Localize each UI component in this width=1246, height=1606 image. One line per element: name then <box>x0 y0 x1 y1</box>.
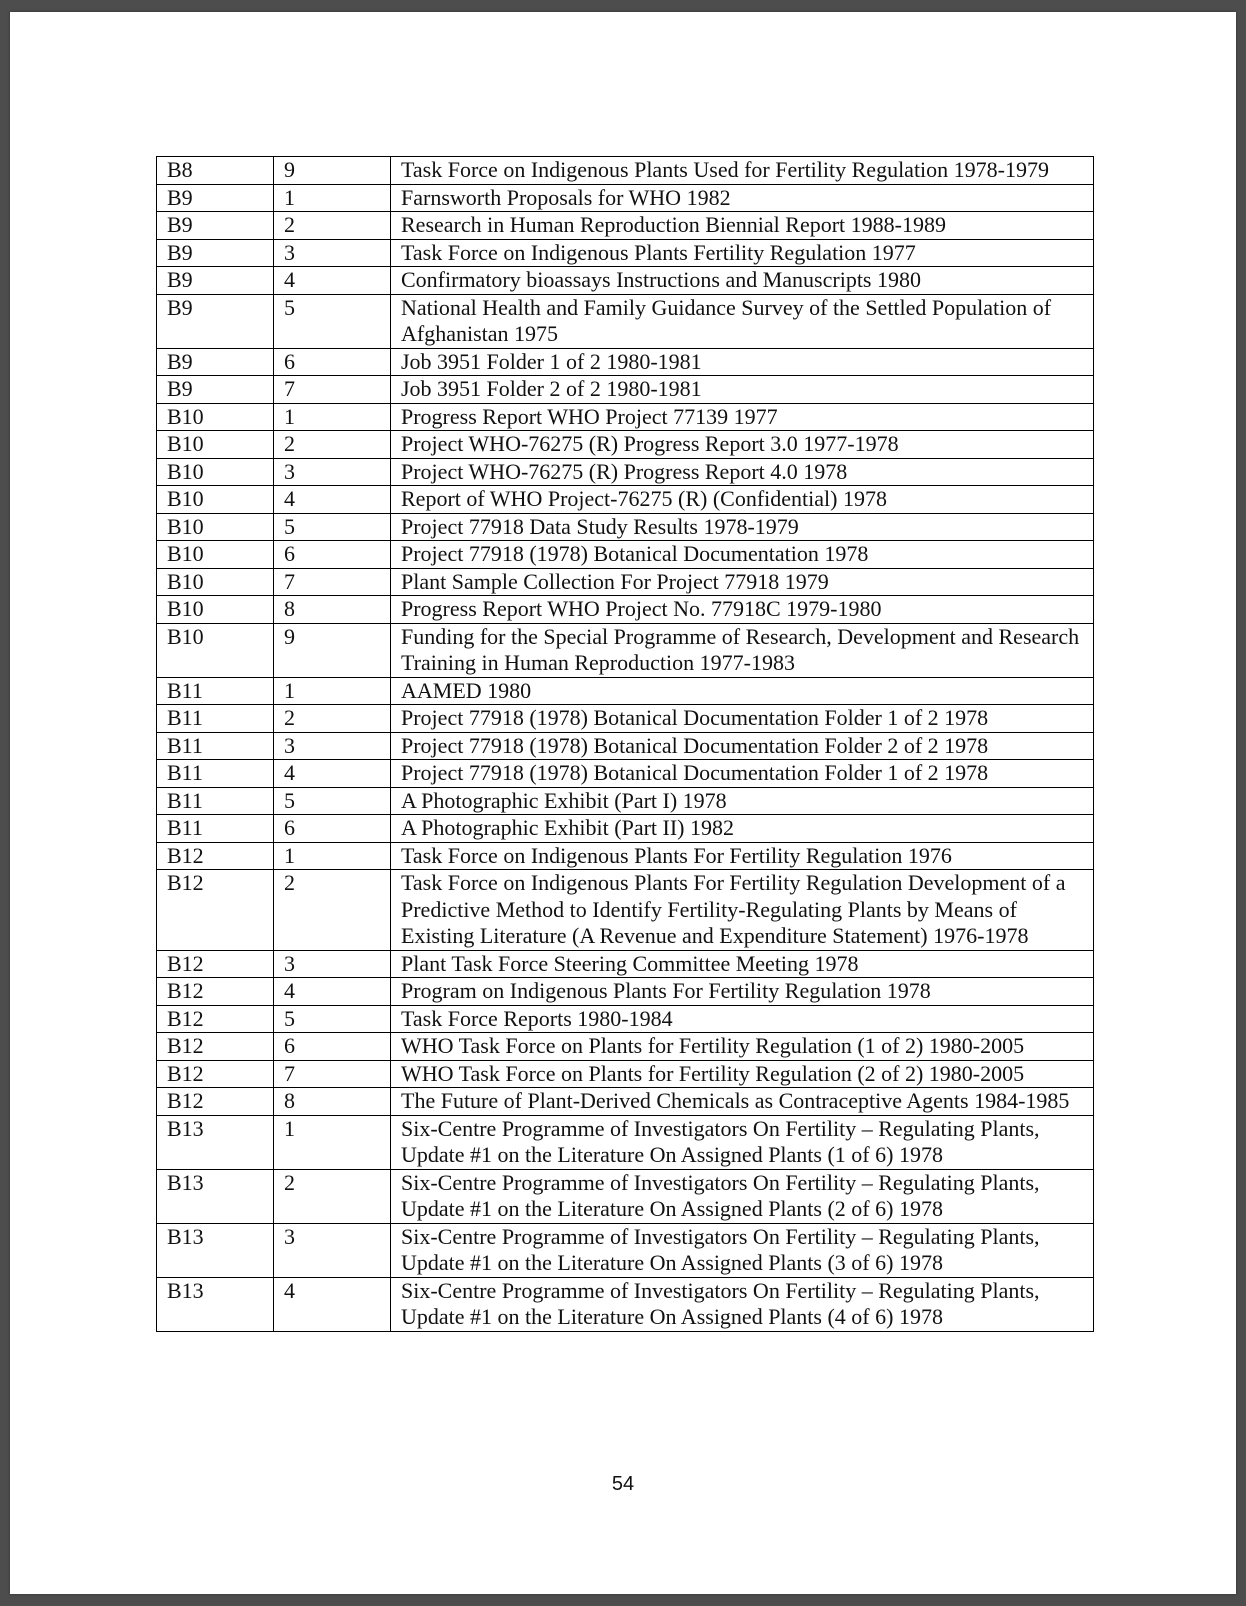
table-row <box>157 623 1094 677</box>
box-cell: B11 <box>157 760 274 788</box>
box-cell: B12 <box>157 978 274 1006</box>
box-cell: B12 <box>157 842 274 870</box>
box-cell: B9 <box>157 212 274 240</box>
folder-cell: 9 <box>274 157 391 185</box>
folder-cell: 1 <box>274 184 391 212</box>
box-cell: B12 <box>157 1088 274 1116</box>
box-cell: B12 <box>157 870 274 951</box>
table-row <box>157 1115 1094 1169</box>
folder-cell: 7 <box>274 1060 391 1088</box>
title-cell: Project 77918 (1978) Botanical Documentation Folder 1 of 2 1978 <box>391 760 1094 788</box>
folder-cell: 4 <box>274 760 391 788</box>
folder-cell: 3 <box>274 1223 391 1277</box>
box-cell: B8 <box>157 157 274 185</box>
title-cell: A Photographic Exhibit (Part II) 1982 <box>391 815 1094 843</box>
title-cell: Job 3951 Folder 2 of 2 1980-1981 <box>391 376 1094 404</box>
folder-cell: 5 <box>274 513 391 541</box>
table-row <box>157 348 1094 376</box>
title-cell: Project 77918 (1978) Botanical Documentation 1978 <box>391 541 1094 569</box>
title-cell: Plant Task Force Steering Committee Meeting 1978 <box>391 950 1094 978</box>
box-cell: B10 <box>157 596 274 624</box>
box-cell: B9 <box>157 348 274 376</box>
box-cell: B12 <box>157 1033 274 1061</box>
box-cell: B10 <box>157 568 274 596</box>
box-cell: B12 <box>157 1005 274 1033</box>
box-cell: B11 <box>157 815 274 843</box>
document-page <box>10 12 1236 1594</box>
title-cell: National Health and Family Guidance Survey of the Settled Population of Afghanistan 1975 <box>391 294 1094 348</box>
box-cell: B13 <box>157 1169 274 1223</box>
title-cell: Task Force on Indigenous Plants For Fertility Regulation Development of a Predictive Method to Identify Fertility-Regulating Plants by Means of Existing Literature (A Revenue and Expenditure Statement) 1976-1978 <box>391 870 1094 951</box>
title-cell: The Future of Plant-Derived Chemicals as Contraceptive Agents 1984-1985 <box>391 1088 1094 1116</box>
table-row <box>157 760 1094 788</box>
table-row <box>157 815 1094 843</box>
folder-cell: 6 <box>274 1033 391 1061</box>
table-row <box>157 1088 1094 1116</box>
folder-cell: 3 <box>274 950 391 978</box>
title-cell: Progress Report WHO Project 77139 1977 <box>391 403 1094 431</box>
table-row <box>157 376 1094 404</box>
box-cell: B13 <box>157 1277 274 1331</box>
box-cell: B10 <box>157 431 274 459</box>
table-row <box>157 267 1094 295</box>
table-row <box>157 486 1094 514</box>
title-cell: Task Force on Indigenous Plants Fertility Regulation 1977 <box>391 239 1094 267</box>
page-number: 54 <box>611 1473 635 1495</box>
folder-cell: 9 <box>274 623 391 677</box>
box-cell: B10 <box>157 458 274 486</box>
table-row <box>157 978 1094 1006</box>
folder-cell: 4 <box>274 486 391 514</box>
box-cell: B9 <box>157 294 274 348</box>
box-cell: B9 <box>157 184 274 212</box>
box-cell: B9 <box>157 267 274 295</box>
inventory-table <box>156 156 1094 1332</box>
table-row <box>157 184 1094 212</box>
title-cell: WHO Task Force on Plants for Fertility Regulation (2 of 2) 1980-2005 <box>391 1060 1094 1088</box>
folder-cell: 1 <box>274 677 391 705</box>
title-cell: Six-Centre Programme of Investigators On Fertility – Regulating Plants, Update #1 on the Literature On Assigned Plants (3 of 6) 1978 <box>391 1223 1094 1277</box>
box-cell: B11 <box>157 787 274 815</box>
table-row <box>157 1060 1094 1088</box>
title-cell: Task Force Reports 1980-1984 <box>391 1005 1094 1033</box>
box-cell: B10 <box>157 403 274 431</box>
folder-cell: 5 <box>274 294 391 348</box>
folder-cell: 4 <box>274 267 391 295</box>
table-row <box>157 431 1094 459</box>
folder-cell: 6 <box>274 348 391 376</box>
title-cell: A Photographic Exhibit (Part I) 1978 <box>391 787 1094 815</box>
table-row <box>157 157 1094 185</box>
box-cell: B10 <box>157 513 274 541</box>
folder-cell: 4 <box>274 978 391 1006</box>
table-row <box>157 1033 1094 1061</box>
table-row <box>157 239 1094 267</box>
table-row <box>157 677 1094 705</box>
folder-cell: 3 <box>274 239 391 267</box>
table-row <box>157 541 1094 569</box>
folder-cell: 7 <box>274 568 391 596</box>
folder-cell: 1 <box>274 842 391 870</box>
box-cell: B11 <box>157 705 274 733</box>
title-cell: AAMED 1980 <box>391 677 1094 705</box>
table-row <box>157 513 1094 541</box>
table-row <box>157 568 1094 596</box>
title-cell: Project 77918 Data Study Results 1978-1979 <box>391 513 1094 541</box>
title-cell: Project 77918 (1978) Botanical Documentation Folder 1 of 2 1978 <box>391 705 1094 733</box>
box-cell: B13 <box>157 1115 274 1169</box>
title-cell: Six-Centre Programme of Investigators On Fertility – Regulating Plants, Update #1 on the Literature On Assigned Plants (2 of 6) 1978 <box>391 1169 1094 1223</box>
table-row <box>157 842 1094 870</box>
box-cell: B11 <box>157 677 274 705</box>
box-cell: B9 <box>157 376 274 404</box>
folder-cell: 7 <box>274 376 391 404</box>
table-row <box>157 1005 1094 1033</box>
title-cell: Program on Indigenous Plants For Fertility Regulation 1978 <box>391 978 1094 1006</box>
table-row <box>157 1223 1094 1277</box>
box-cell: B10 <box>157 541 274 569</box>
folder-cell: 2 <box>274 1169 391 1223</box>
folder-cell: 1 <box>274 1115 391 1169</box>
table-row <box>157 403 1094 431</box>
folder-cell: 8 <box>274 1088 391 1116</box>
title-cell: Project WHO-76275 (R) Progress Report 3.0 1977-1978 <box>391 431 1094 459</box>
box-cell: B13 <box>157 1223 274 1277</box>
box-cell: B12 <box>157 950 274 978</box>
table-row <box>157 1277 1094 1331</box>
folder-cell: 8 <box>274 596 391 624</box>
table-row <box>157 294 1094 348</box>
title-cell: Plant Sample Collection For Project 77918 1979 <box>391 568 1094 596</box>
folder-cell: 6 <box>274 815 391 843</box>
box-cell: B10 <box>157 623 274 677</box>
box-cell: B9 <box>157 239 274 267</box>
title-cell: Six-Centre Programme of Investigators On Fertility – Regulating Plants, Update #1 on the Literature On Assigned Plants (1 of 6) 1978 <box>391 1115 1094 1169</box>
title-cell: Six-Centre Programme of Investigators On Fertility – Regulating Plants, Update #1 on the Literature On Assigned Plants (4 of 6) 1978 <box>391 1277 1094 1331</box>
folder-cell: 3 <box>274 732 391 760</box>
title-cell: Confirmatory bioassays Instructions and Manuscripts 1980 <box>391 267 1094 295</box>
folder-cell: 1 <box>274 403 391 431</box>
title-cell: Task Force on Indigenous Plants For Fertility Regulation 1976 <box>391 842 1094 870</box>
folder-cell: 6 <box>274 541 391 569</box>
title-cell: Project WHO-76275 (R) Progress Report 4.0 1978 <box>391 458 1094 486</box>
table-row <box>157 596 1094 624</box>
folder-cell: 3 <box>274 458 391 486</box>
table-row <box>157 1169 1094 1223</box>
folder-cell: 2 <box>274 431 391 459</box>
folder-cell: 5 <box>274 1005 391 1033</box>
table-row <box>157 705 1094 733</box>
table-row <box>157 212 1094 240</box>
title-cell: Report of WHO Project-76275 (R) (Confidential) 1978 <box>391 486 1094 514</box>
folder-cell: 2 <box>274 212 391 240</box>
folder-cell: 4 <box>274 1277 391 1331</box>
table-row <box>157 950 1094 978</box>
folder-cell: 5 <box>274 787 391 815</box>
box-cell: B12 <box>157 1060 274 1088</box>
title-cell: WHO Task Force on Plants for Fertility Regulation (1 of 2) 1980-2005 <box>391 1033 1094 1061</box>
title-cell: Funding for the Special Programme of Research, Development and Research Training in Human Reproduction 1977-1983 <box>391 623 1094 677</box>
folder-cell: 2 <box>274 705 391 733</box>
table-row <box>157 787 1094 815</box>
box-cell: B10 <box>157 486 274 514</box>
title-cell: Research in Human Reproduction Biennial Report 1988-1989 <box>391 212 1094 240</box>
title-cell: Task Force on Indigenous Plants Used for Fertility Regulation 1978-1979 <box>391 157 1094 185</box>
table-row <box>157 870 1094 951</box>
title-cell: Job 3951 Folder 1 of 2 1980-1981 <box>391 348 1094 376</box>
title-cell: Progress Report WHO Project No. 77918C 1979-1980 <box>391 596 1094 624</box>
title-cell: Farnsworth Proposals for WHO 1982 <box>391 184 1094 212</box>
table-row <box>157 732 1094 760</box>
table-row <box>157 458 1094 486</box>
title-cell: Project 77918 (1978) Botanical Documentation Folder 2 of 2 1978 <box>391 732 1094 760</box>
box-cell: B11 <box>157 732 274 760</box>
folder-cell: 2 <box>274 870 391 951</box>
inventory-table-body <box>157 157 1094 1332</box>
